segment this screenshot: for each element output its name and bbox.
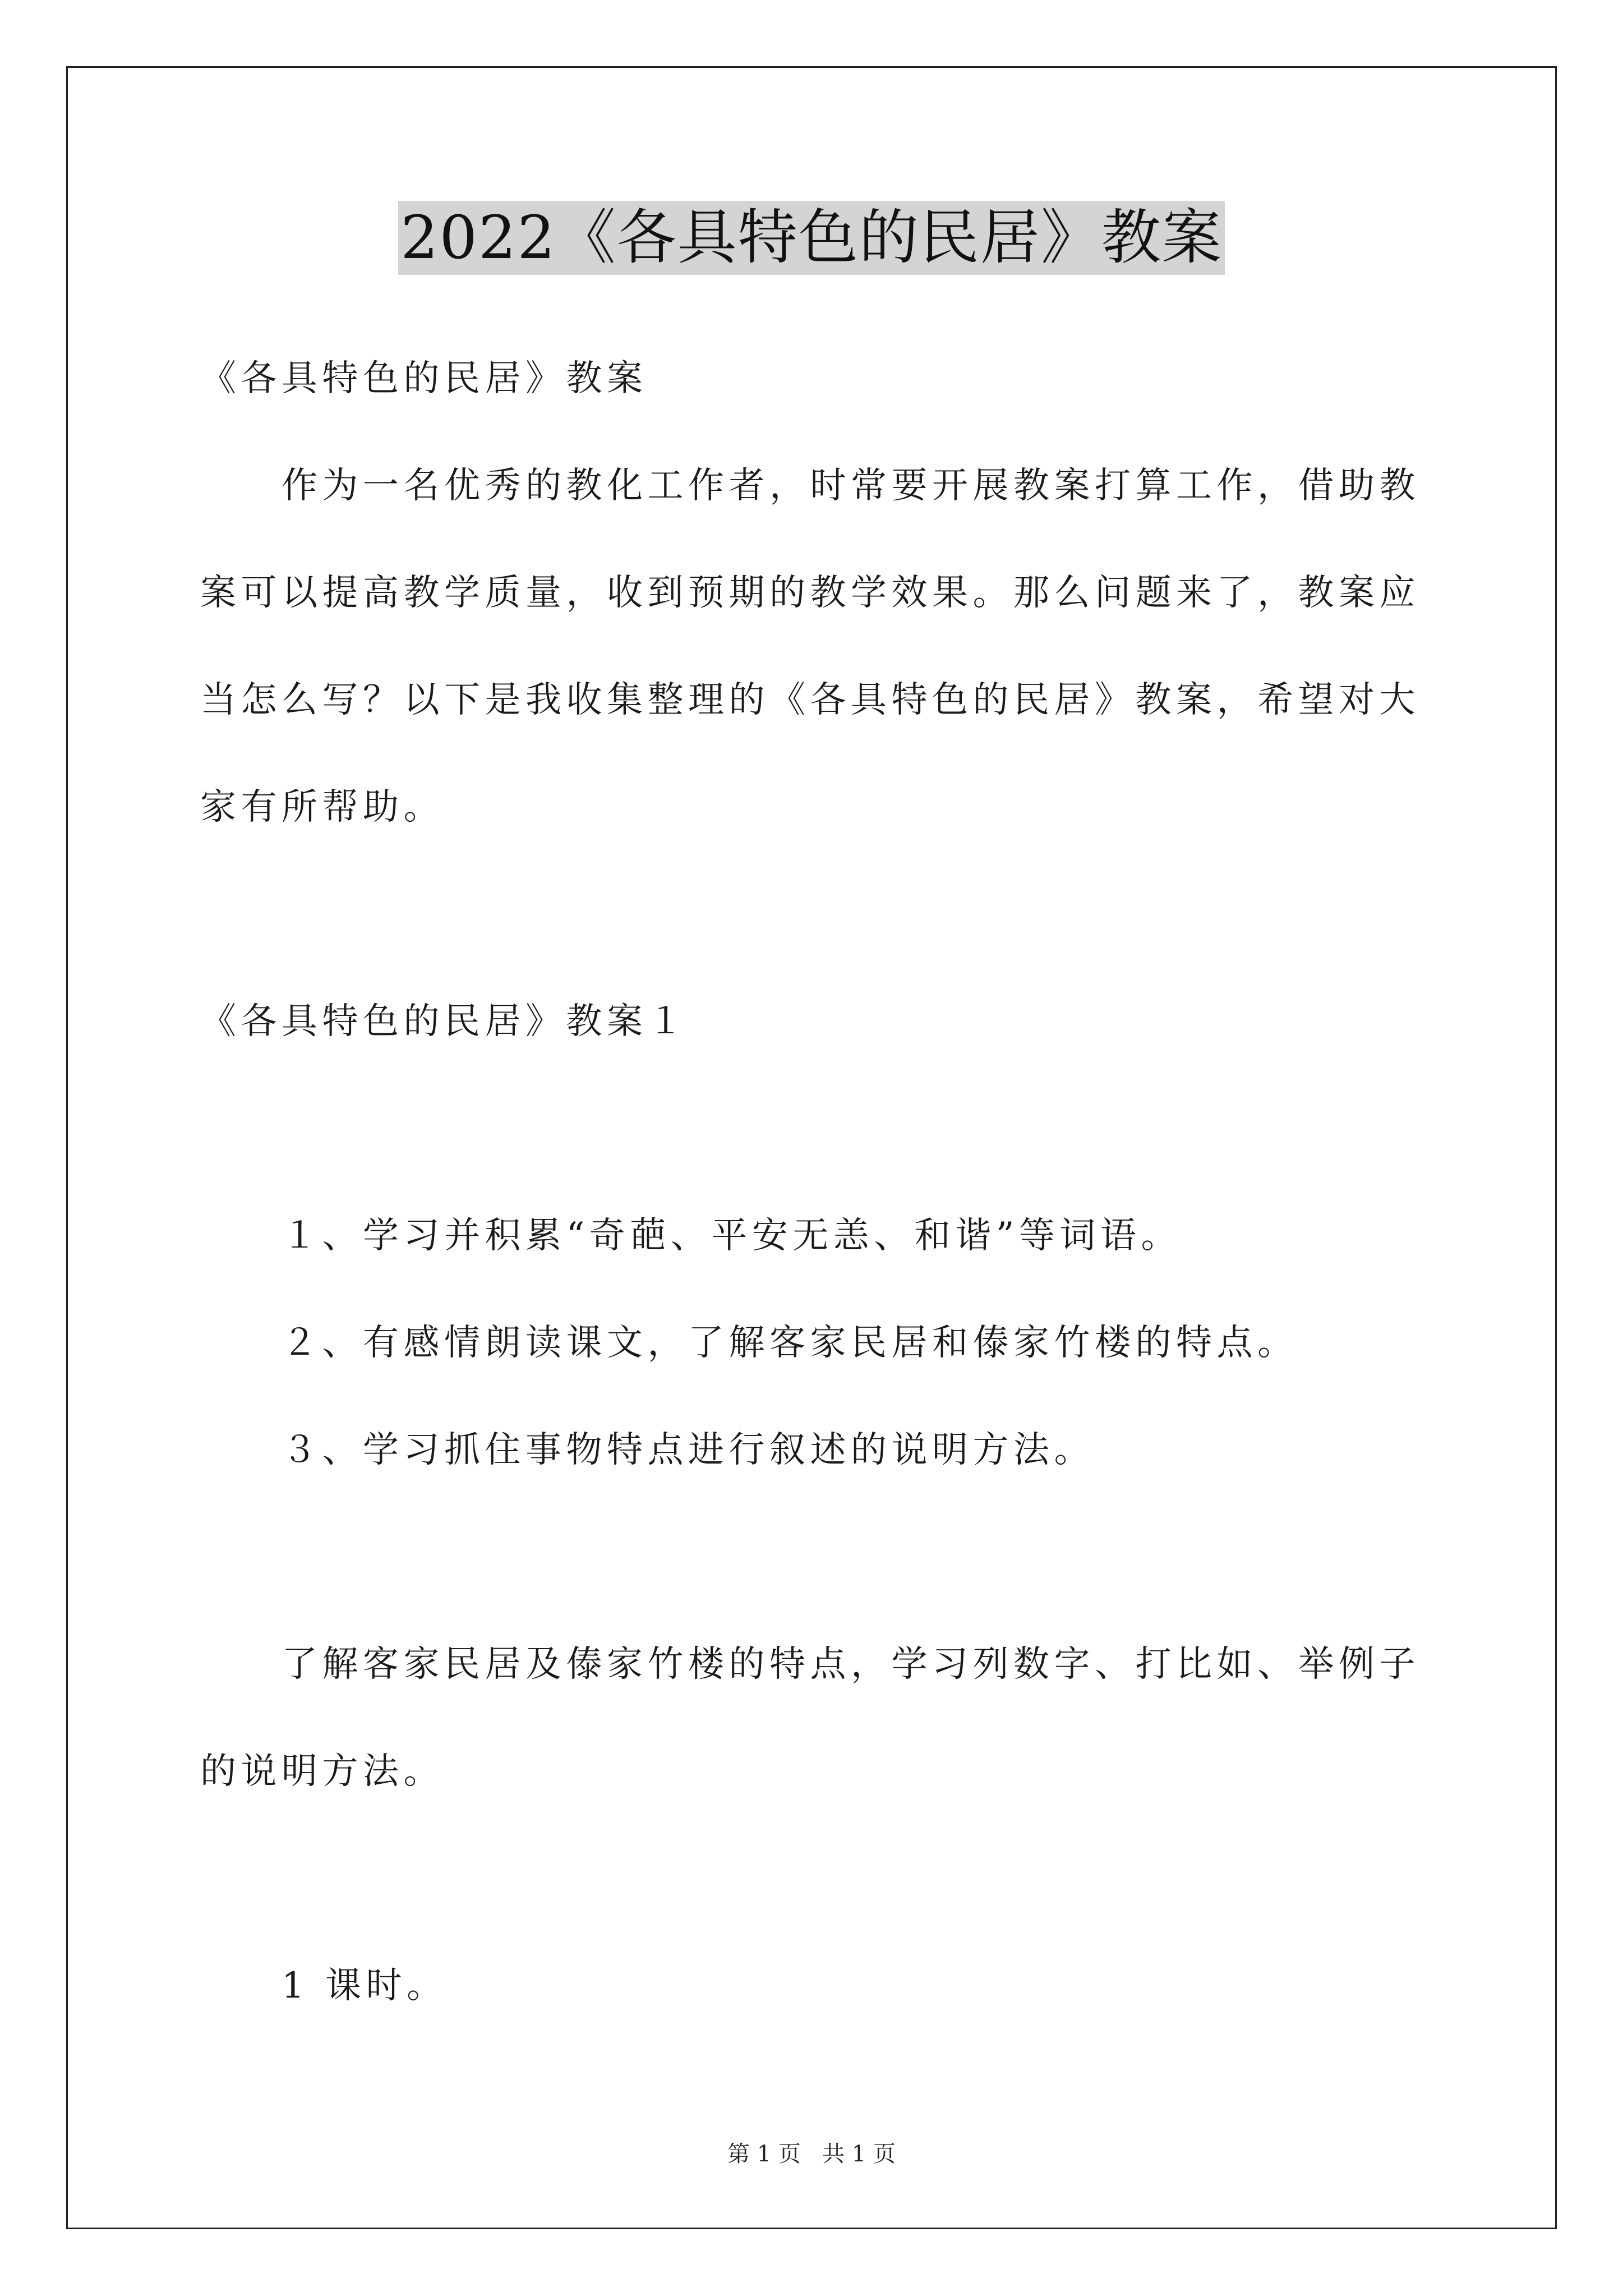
page-footer bbox=[0, 2140, 1623, 2168]
section-heading: 《各具特色的民居》教案１ bbox=[200, 1001, 688, 1042]
objective-3: ３、学习抓住事物特点进行叙述的说明方法。 bbox=[282, 1429, 1095, 1471]
key-points-line-1: 了解客家民居及傣家竹楼的特点，学习列数字、打比如、举例子 bbox=[282, 1644, 1420, 1685]
page-number: 第 1 页 bbox=[727, 2141, 801, 2167]
objective-1: １、学习并积累“奇葩、平安无恙、和谐”等词语。 bbox=[282, 1215, 1182, 1257]
intro-line-3: 当怎么写？以下是我收集整理的《各具特色的民居》教案，希望对大 bbox=[200, 679, 1420, 721]
class-hours: 1 课时。 bbox=[282, 1965, 448, 2007]
page-total: 共 1 页 bbox=[822, 2141, 896, 2167]
intro-line-2: 案可以提高教学质量，收到预期的教学效果。那么问题来了，教案应 bbox=[200, 572, 1420, 614]
intro-line-1: 作为一名优秀的教化工作者，时常要开展教案打算工作，借助教 bbox=[282, 465, 1420, 507]
title-container bbox=[0, 201, 1623, 275]
objective-2: ２、有感情朗读课文，了解客家民居和傣家竹楼的特点。 bbox=[282, 1322, 1298, 1364]
intro-line-4: 家有所帮助。 bbox=[200, 786, 444, 828]
document-subtitle: 《各具特色的民居》教案 bbox=[200, 358, 648, 399]
key-points-line-2: 的说明方法。 bbox=[200, 1751, 444, 1792]
document-title: 2022《各具特色的民居》教案 bbox=[398, 201, 1225, 275]
